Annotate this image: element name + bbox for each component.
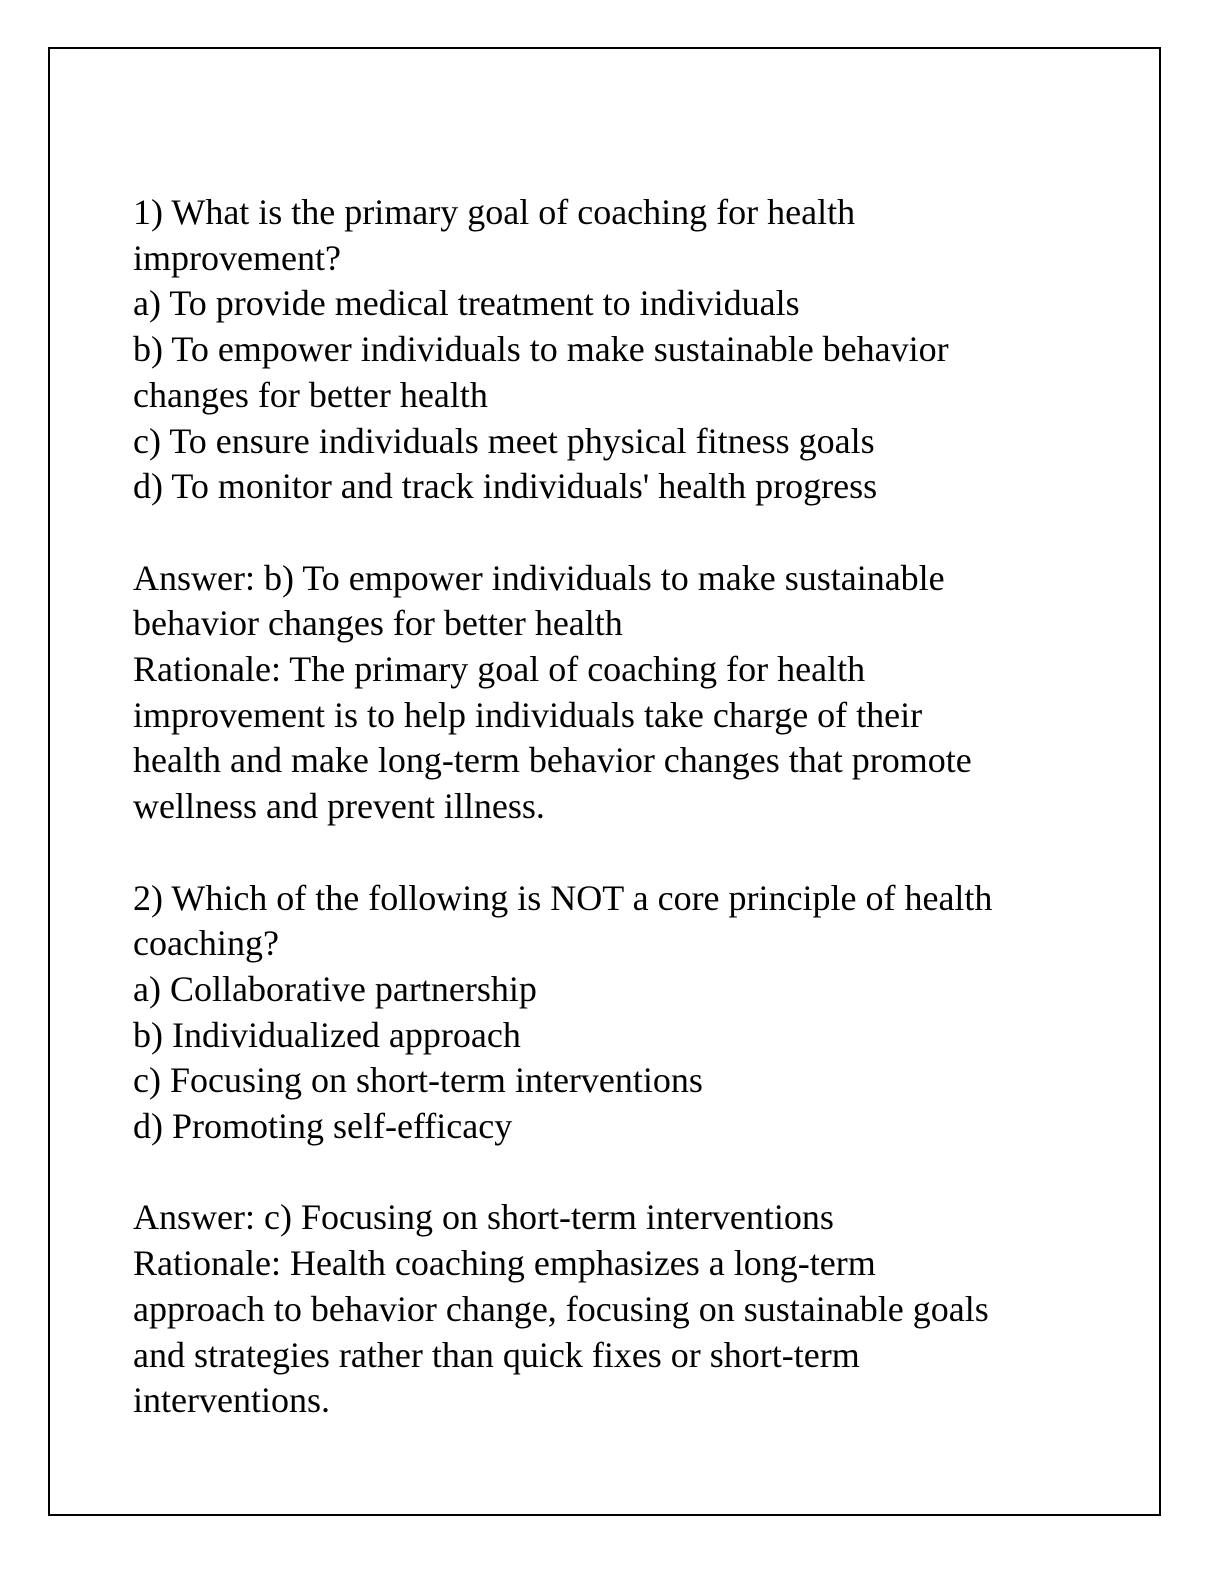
option-b: b) To empower individuals to make sustainable behavior (133, 329, 949, 370)
rationale-line: approach to behavior change, focusing on sustainable goals (133, 1288, 989, 1329)
question-2 (133, 876, 1113, 1150)
question-text-line: 2) Which of the following is NOT a core principle of health (133, 877, 993, 918)
rationale-line: health and make long-term behavior changes that promote (133, 740, 972, 781)
answer-2 (133, 1195, 1113, 1424)
document-body (133, 190, 1113, 1470)
option-b-continued: changes for better health (133, 374, 488, 415)
option-a: a) To provide medical treatment to individuals (133, 283, 800, 324)
option-a: a) Collaborative partnership (133, 968, 537, 1009)
question-text-line: coaching? (133, 923, 279, 964)
rationale-line: Rationale: The primary goal of coaching for health (133, 649, 866, 690)
rationale-line: wellness and prevent illness. (133, 786, 545, 827)
answer-line: Answer: c) Focusing on short-term interventions (133, 1197, 834, 1238)
answer-line: Answer: b) To empower individuals to make sustainable (133, 557, 945, 598)
question-text-line: improvement? (133, 237, 341, 278)
rationale-line: interventions. (133, 1380, 330, 1421)
rationale-line: and strategies rather than quick fixes or short-term (133, 1334, 860, 1375)
option-c: c) Focusing on short-term interventions (133, 1060, 703, 1101)
question-text-line: 1) What is the primary goal of coaching for health (133, 192, 856, 232)
answer-1 (133, 556, 1113, 830)
question-1 (133, 190, 1113, 510)
rationale-line: Rationale: Health coaching emphasizes a long-term (133, 1243, 876, 1284)
option-d: d) To monitor and track individuals' health progress (133, 466, 878, 507)
option-b: b) Individualized approach (133, 1014, 521, 1055)
answer-line: behavior changes for better health (133, 603, 623, 644)
option-d: d) Promoting self-efficacy (133, 1106, 513, 1147)
rationale-line: improvement is to help individuals take charge of their (133, 694, 923, 735)
option-c: c) To ensure individuals meet physical fitness goals (133, 420, 875, 461)
